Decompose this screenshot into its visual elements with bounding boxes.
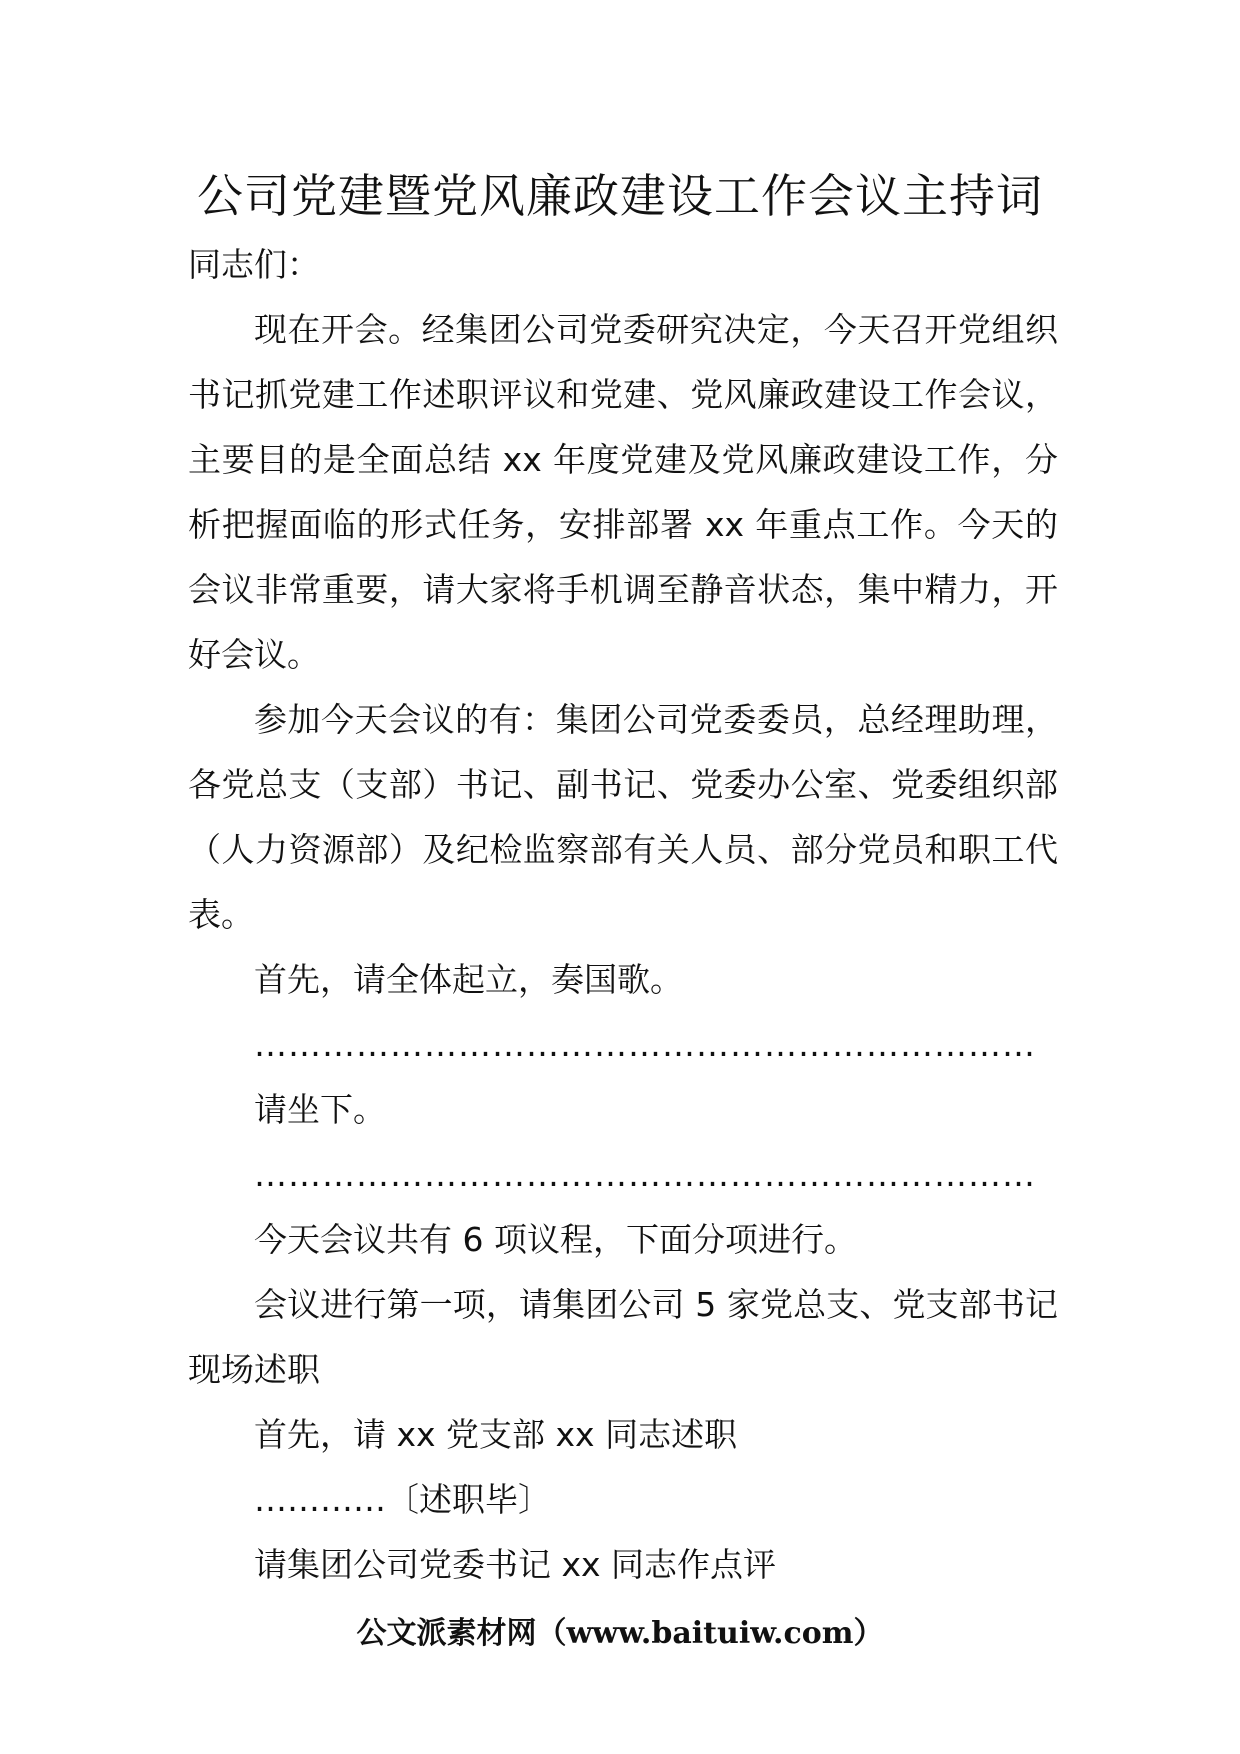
ellipsis-line: ……………………………………………………………: [254, 1025, 1036, 1064]
document-body: [188, 232, 1058, 1597]
paragraph-opening: 现在开会。经集团公司党委研究决定，今天召开党组织书记抓党建工作述职评议和党建、党风廉政建设工作会议，主要目的是全面总结 xx 年度党建及党风廉政建设工作，分析把握面临的形式任务，安排部署 xx 年重点工作。今天的会议非常重要，请大家将手机调至静音状态，集中精力，开好会议。: [188, 310, 1058, 674]
ellipsis-line: ……………………………………………………………: [254, 1155, 1036, 1194]
paragraph-attendees: 参加今天会议的有：集团公司党委委员，总经理助理，各党总支（支部）书记、副书记、党委办公室、党委组织部（人力资源部）及纪检监察部有关人员、部分党员和职工代表。: [188, 700, 1058, 934]
paragraph-anthem: 首先，请全体起立，奏国歌。: [254, 960, 683, 999]
footer-watermark: 公文派素材网（www.baituiw.com）: [356, 1616, 884, 1651]
paragraph-first-report: 首先，请 xx 党支部 xx 同志述职: [254, 1415, 738, 1454]
document-title: 公司党建暨党风廉政建设工作会议主持词: [197, 169, 1043, 223]
paragraph-comment: 请集团公司党委书记 xx 同志作点评: [254, 1545, 777, 1584]
salutation: 同志们：: [188, 245, 320, 284]
paragraph-item-one: 会议进行第一项，请集团公司 5 家党总支、党支部书记现场述职: [188, 1285, 1058, 1389]
paragraph-report-done: …………〔述职毕〕: [254, 1480, 551, 1519]
paragraph-sit-down: 请坐下。: [254, 1090, 386, 1129]
paragraph-agenda: 今天会议共有 6 项议程，下面分项进行。: [254, 1220, 857, 1259]
